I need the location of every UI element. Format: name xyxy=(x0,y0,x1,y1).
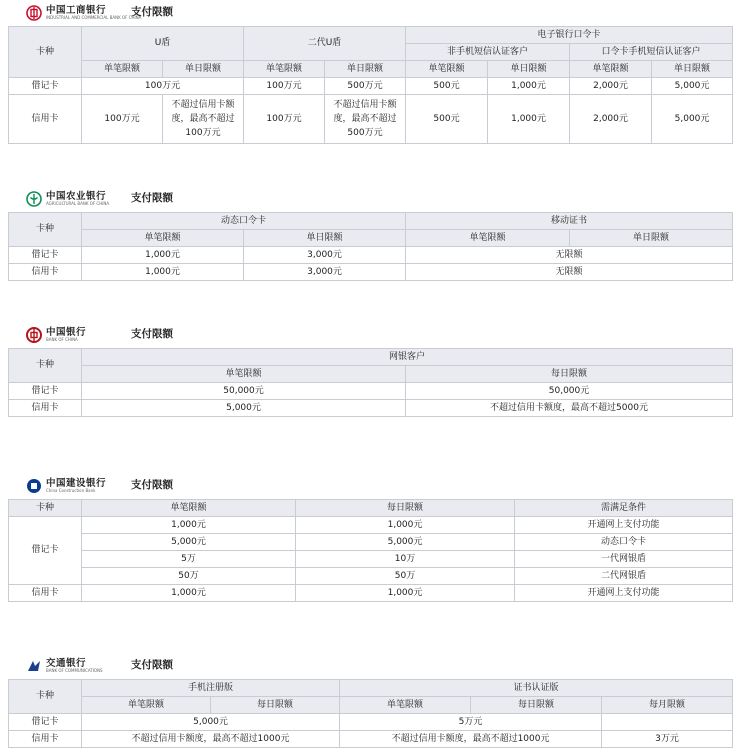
ccb-logo-icon xyxy=(26,478,42,494)
boc-title: 支付限额 xyxy=(131,328,173,340)
table-row xyxy=(9,95,733,144)
row-card-label: 借记卡 xyxy=(9,517,82,585)
abc-logo-icon xyxy=(26,191,42,207)
header-daily: 单日限额 xyxy=(244,230,406,247)
cell: 开通网上支付功能 xyxy=(515,585,733,602)
icbc-header xyxy=(8,2,732,26)
header-card-type: 卡种 xyxy=(9,349,82,383)
cell: 100万元 xyxy=(82,95,163,144)
cell: 5,000元 xyxy=(296,534,515,551)
boc-name-en: BANK OF CHINA xyxy=(46,336,78,342)
cell: 无限额 xyxy=(406,264,733,281)
icbc-name-cn: 中国工商银行 xyxy=(46,4,107,16)
cell: 不超过信用卡额度，最高不超过500万元 xyxy=(325,95,406,144)
ccb-name-cn: 中国建设银行 xyxy=(46,477,107,489)
header-daily: 单日限额 xyxy=(652,61,733,78)
header-single: 单笔限额 xyxy=(82,697,211,714)
cell: 500元 xyxy=(406,95,488,144)
cell: 50万 xyxy=(296,568,515,585)
table-row xyxy=(9,383,733,400)
bocom-title: 支付限额 xyxy=(131,659,173,671)
bocom-limit-table xyxy=(8,679,733,748)
ccb-limit-table xyxy=(8,499,733,602)
header-single: 单笔限额 xyxy=(82,61,163,78)
header-single: 单笔限额 xyxy=(82,366,406,383)
cell: 2,000元 xyxy=(570,78,652,95)
cell: 动态口令卡 xyxy=(515,534,733,551)
row-card-label: 信用卡 xyxy=(9,264,82,281)
cell: 500万元 xyxy=(325,78,406,95)
bocom-section xyxy=(8,655,732,748)
cell: 无限额 xyxy=(406,247,733,264)
cell: 100万元 xyxy=(244,78,325,95)
boc-header xyxy=(8,324,732,348)
row-card-label: 信用卡 xyxy=(9,585,82,602)
header-u-shield-2: 二代U盾 xyxy=(244,27,406,61)
ccb-name-en: China Construction Bank xyxy=(46,487,96,493)
header-single: 单笔限额 xyxy=(244,61,325,78)
cell: 1,000元 xyxy=(82,264,244,281)
cell: 100万元 xyxy=(82,78,244,95)
cell: 5万元 xyxy=(340,714,602,731)
icbc-limit-table xyxy=(8,26,733,144)
table-row xyxy=(9,714,733,731)
header-cert-auth: 证书认证版 xyxy=(340,680,733,697)
icbc-logo-icon xyxy=(26,5,42,21)
table-row xyxy=(9,517,733,534)
header-single: 单笔限额 xyxy=(406,230,570,247)
table-row xyxy=(9,585,733,602)
boc-name-cn: 中国银行 xyxy=(46,326,87,338)
abc-logo xyxy=(26,190,109,208)
row-card-label: 信用卡 xyxy=(9,731,82,748)
header-single: 单笔限额 xyxy=(406,61,488,78)
cell: 1,000元 xyxy=(296,585,515,602)
cell: 500元 xyxy=(406,78,488,95)
cell: 10万 xyxy=(296,551,515,568)
bocom-logo xyxy=(26,657,103,675)
icbc-section xyxy=(8,2,732,144)
cell: 一代网银盾 xyxy=(515,551,733,568)
boc-limit-table xyxy=(8,348,733,417)
table-row xyxy=(9,247,733,264)
cell: 1,000元 xyxy=(488,78,570,95)
header-sms: 口令卡手机短信认证客户 xyxy=(570,44,733,61)
row-card-label: 借记卡 xyxy=(9,714,82,731)
cell: 不超过信用卡额度，最高不超过5000元 xyxy=(406,400,733,417)
header-phone-reg: 手机注册版 xyxy=(82,680,340,697)
bocom-name-en: BANK OF COMMUNICATIONS xyxy=(46,667,103,673)
row-card-label: 借记卡 xyxy=(9,247,82,264)
header-daily: 每日限额 xyxy=(211,697,340,714)
table-row xyxy=(9,568,733,585)
table-row xyxy=(9,731,733,748)
header-condition: 需满足条件 xyxy=(515,500,733,517)
header-dynamic-token: 动态口令卡 xyxy=(82,213,406,230)
cell: 50,000元 xyxy=(406,383,733,400)
cell: 5万 xyxy=(82,551,296,568)
header-ebank-token: 电子银行口令卡 xyxy=(406,27,733,44)
header-card-type: 卡种 xyxy=(9,27,82,78)
header-daily: 每日限额 xyxy=(406,366,733,383)
abc-name-en: AGRICULTURAL BANK OF CHINA xyxy=(46,200,110,206)
row-card-label: 信用卡 xyxy=(9,95,82,144)
cell xyxy=(602,714,733,731)
cell: 1,000元 xyxy=(82,247,244,264)
header-u-shield: U盾 xyxy=(82,27,244,61)
ccb-logo xyxy=(26,477,106,495)
header-daily: 每日限额 xyxy=(296,500,515,517)
bocom-name-cn: 交通银行 xyxy=(46,657,87,669)
cell: 1,000元 xyxy=(488,95,570,144)
cell: 5,000元 xyxy=(82,534,296,551)
cell: 不超过信用卡额度，最高不超过100万元 xyxy=(163,95,244,144)
cell: 5,000元 xyxy=(82,400,406,417)
cell: 3,000元 xyxy=(244,264,406,281)
row-card-label: 信用卡 xyxy=(9,400,82,417)
cell: 100万元 xyxy=(244,95,325,144)
header-card-type: 卡种 xyxy=(9,213,82,247)
header-single: 单笔限额 xyxy=(82,500,296,517)
row-card-label: 借记卡 xyxy=(9,383,82,400)
abc-limit-table xyxy=(8,212,733,281)
abc-section xyxy=(8,188,732,281)
table-row xyxy=(9,78,733,95)
cell: 50,000元 xyxy=(82,383,406,400)
header-daily: 单日限额 xyxy=(488,61,570,78)
ccb-header xyxy=(8,475,732,499)
icbc-name-en: INDUSTRIAL AND COMMERCIAL BANK OF CHINA xyxy=(46,14,142,20)
bocom-logo-icon xyxy=(26,658,42,674)
cell: 5,000元 xyxy=(652,78,733,95)
cell: 二代网银盾 xyxy=(515,568,733,585)
header-monthly: 每月限额 xyxy=(602,697,733,714)
cell: 2,000元 xyxy=(570,95,652,144)
header-single: 单笔限额 xyxy=(340,697,471,714)
cell: 1,000元 xyxy=(82,585,296,602)
cell: 3万元 xyxy=(602,731,733,748)
header-mobile-cert: 移动证书 xyxy=(406,213,733,230)
row-card-label: 借记卡 xyxy=(9,78,82,95)
cell: 50万 xyxy=(82,568,296,585)
cell: 不超过信用卡额度，最高不超过1000元 xyxy=(82,731,340,748)
boc-logo xyxy=(26,326,86,344)
cell: 不超过信用卡额度，最高不超过1000元 xyxy=(340,731,602,748)
cell: 1,000元 xyxy=(296,517,515,534)
abc-header xyxy=(8,188,732,212)
cell: 5,000元 xyxy=(82,714,340,731)
header-daily: 单日限额 xyxy=(325,61,406,78)
table-row xyxy=(9,534,733,551)
icbc-logo xyxy=(26,4,141,22)
ccb-title: 支付限额 xyxy=(131,479,173,491)
ccb-section xyxy=(8,475,732,602)
boc-logo-icon xyxy=(26,327,42,343)
header-daily: 单日限额 xyxy=(570,230,733,247)
header-ebank-customer: 网银客户 xyxy=(82,349,733,366)
table-row xyxy=(9,551,733,568)
table-row xyxy=(9,400,733,417)
header-daily: 单日限额 xyxy=(163,61,244,78)
table-row xyxy=(9,264,733,281)
bocom-header xyxy=(8,655,732,679)
icbc-title: 支付限额 xyxy=(131,6,173,18)
cell: 5,000元 xyxy=(652,95,733,144)
header-daily: 每日限额 xyxy=(471,697,602,714)
header-card-type: 卡种 xyxy=(9,500,82,517)
cell: 3,000元 xyxy=(244,247,406,264)
cell: 1,000元 xyxy=(82,517,296,534)
header-non-sms: 非手机短信认证客户 xyxy=(406,44,570,61)
header-card-type: 卡种 xyxy=(9,680,82,714)
header-single: 单笔限额 xyxy=(570,61,652,78)
header-single: 单笔限额 xyxy=(82,230,244,247)
boc-section xyxy=(8,324,732,417)
abc-name-cn: 中国农业银行 xyxy=(46,190,107,202)
abc-title: 支付限额 xyxy=(131,192,173,204)
cell: 开通网上支付功能 xyxy=(515,517,733,534)
